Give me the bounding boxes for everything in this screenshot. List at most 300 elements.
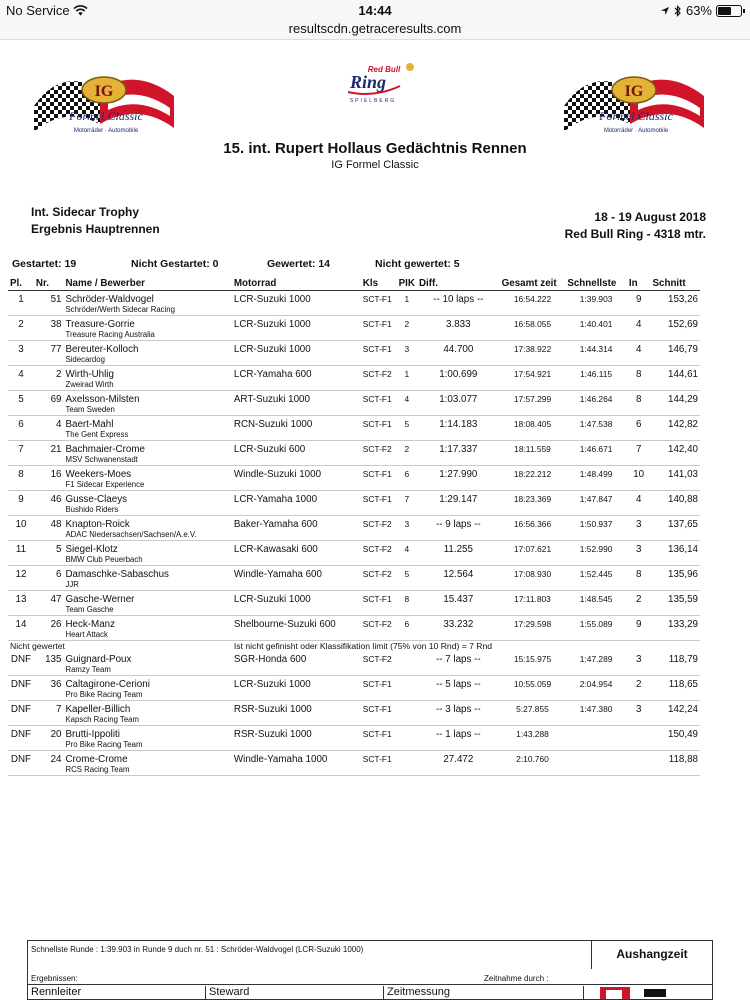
cell-spacer [232,740,700,751]
cell-team: Treasure Racing Australia [63,330,231,341]
cell-pl: 3 [18,343,24,355]
cell-team: Team Gasche [63,605,231,616]
svg-text:Formel Classic: Formel Classic [599,109,673,123]
cell-fastest: 1:46.671 [579,443,613,454]
cell-spacer [232,505,700,516]
cell-bike: LCR-Yamaha 600 [233,368,312,380]
table-row-team [8,630,700,641]
cell-nr: 24 [50,753,62,765]
table-row [8,490,700,505]
url-bar[interactable] [0,20,750,40]
table-row [8,365,700,380]
cell-diff: -- 9 laps -- [435,518,481,530]
cell-total: 18:22.212 [513,468,552,479]
cell-kls: SCT-F1 [362,493,392,504]
cell-spacer [232,555,700,566]
cell-name: Knapton-Roick [65,518,130,530]
cell-bike: LCR-Suzuki 1000 [233,318,311,330]
cell-name: Gusse-Claeys [65,493,127,505]
cell-nr: 20 [50,728,62,740]
cell-spacer [8,715,63,726]
table-row-team [8,555,700,566]
cell-team: The Gent Express [63,430,231,441]
clock: 14:44 [358,3,392,18]
table-row-team [8,505,700,516]
cell-pl: 5 [18,393,24,405]
cell-diff: 12.564 [443,568,474,580]
cell-diff: 1:29.147 [439,493,478,505]
cell-nr: 21 [50,443,62,455]
ig-formel-classic-logo-left [30,66,178,138]
cell-pl: 8 [18,468,24,480]
cell-pik: 3 [404,343,410,354]
results-page [8,42,742,1000]
cell-total: 16:56.366 [513,518,552,529]
table-row-team [8,380,700,391]
cell-team: Sidecardog [63,355,231,366]
cell-nr: 48 [50,518,62,530]
results-table [8,278,700,776]
cell-kls: SCT-F1 [362,678,392,689]
class-block [31,204,160,238]
svg-text:IG: IG [94,83,114,100]
cell-avg: 142,24 [668,703,698,715]
table-row [8,340,700,355]
cell-team: BMW Club Peuerbach [63,555,231,566]
cell-bike: Windle-Yamaha 1000 [233,753,328,765]
cell-pl: 4 [18,368,24,380]
cell-nr: 4 [56,418,62,430]
cell-in: 2 [635,593,642,605]
cell-kls: SCT-F1 [362,728,392,739]
url-text: resultscdn.getraceresults.com [288,21,462,36]
cell-total: 17:54.921 [513,368,552,379]
cell-fastest: 1:40.401 [579,318,613,329]
cell-total: 2:10.760 [516,753,549,764]
cell-pl: 2 [18,318,24,330]
cell-avg: 118,65 [668,678,698,690]
cell-team: Ramzy Team [63,665,231,676]
cell-avg: 153,26 [668,293,698,305]
ig-formel-classic-logo-right [560,66,708,138]
cell-bike: LCR-Kawasaki 600 [233,543,318,555]
cell-bike: LCR-Suzuki 600 [233,443,306,455]
table-row [8,515,700,530]
cell-avg: 146,79 [668,343,698,355]
cell-team: F1 Sidecar Experience [63,480,231,491]
cell-nr: 6 [56,568,62,580]
table-row-team [8,740,700,751]
cell-diff: 44.700 [443,343,474,355]
cell-spacer [232,380,700,391]
cell-fastest: 1:50.937 [579,518,613,529]
cell-pik: 4 [404,393,410,404]
cell-bike: LCR-Suzuki 1000 [233,593,311,605]
cell-pik: 7 [404,493,410,504]
cell-name: Wirth-Uhlig [65,368,114,380]
svg-text:Ring: Ring [349,72,387,92]
cell-in: 4 [635,318,642,330]
table-row [8,390,700,405]
cell-spacer [8,605,63,616]
cell-pik [397,700,417,715]
cell-in [627,750,651,765]
table-header [8,278,700,290]
cell-team: Kapsch Racing Team [63,715,231,726]
cell-spacer [8,740,63,751]
cell-name: Crome-Crome [65,753,128,765]
cell-in: 8 [635,368,642,380]
cell-total: 17:08.930 [513,568,552,579]
cell-diff: 1:27.990 [439,468,478,480]
col-pl: Pl. [8,278,34,290]
table-row [8,651,700,665]
cell-spacer [232,665,700,676]
cell-avg: 152,69 [668,318,698,330]
cell-total: 10:55.059 [513,678,552,689]
cell-spacer [8,405,63,416]
col-avg: Schnitt [650,278,700,290]
not-classified-note-row [8,640,700,651]
event-title: 15. int. Rupert Hollaus Gedächtnis Rennen [223,140,527,157]
status-right [660,3,742,18]
cell-diff: 33.232 [443,618,474,630]
col-fastest: Schnellste [565,278,627,290]
table-row-team [8,405,700,416]
cell-team: ADAC Niedersachsen/Sachsen/A.e.V. [63,530,231,541]
cell-diff: 15.437 [443,593,474,605]
battery-fill [718,7,731,15]
cell-total: 17:11.803 [514,593,551,604]
stat-not-classified: Nicht gewertet: 5 [375,258,460,270]
ergebnissen-label: Ergebnissen: [31,974,78,983]
cell-diff: 3.833 [446,318,471,330]
cell-spacer [232,405,700,416]
cell-nr: 5 [56,543,62,555]
cell-name: Bachmaier-Crome [65,443,145,455]
table-row-team [8,355,700,366]
cell-name: Damaschke-Sabaschus [65,568,169,580]
table-row-team [8,455,700,466]
cell-total: 17:07.621 [513,543,552,554]
carrier: No Service [6,3,88,18]
venue-block [565,209,706,243]
cell-avg: 118,88 [668,753,698,765]
cell-pik: 8 [404,593,410,604]
cell-bike: Windle-Yamaha 600 [233,568,322,580]
cell-team: Bushido Riders [63,505,231,516]
cell-avg: 150,49 [668,728,698,740]
cell-spacer [232,330,700,341]
cell-name: Heck-Manz [65,618,116,630]
cell-name: Bereuter-Kolloch [65,343,139,355]
results-body [8,290,700,775]
bluetooth-icon [674,5,682,17]
cell-in [627,725,651,740]
svg-text:Motorräder · Automobile: Motorräder · Automobile [603,128,669,134]
class-name: Int. Sidecar Trophy [31,205,140,219]
cell-kls: SCT-F2 [362,518,392,529]
stat-classified: Gewertet: 14 [267,258,331,270]
col-diff: Diff. [417,278,500,290]
cell-pik [397,725,417,740]
cell-fastest: 1:48.499 [579,468,613,479]
cell-pik: 2 [404,318,410,329]
table-row [8,675,700,690]
cell-diff: -- 1 laps -- [435,728,481,740]
cell-in: 9 [635,293,642,305]
cell-spacer [8,580,63,591]
cell-team: JJR [63,580,231,591]
cell-in: 10 [633,468,645,480]
venue: Red Bull Ring - 4318 mtr. [564,227,706,241]
cell-team: Pro Bike Racing Team [63,690,231,701]
table-row [8,615,700,630]
battery-percent: 63% [685,3,712,18]
cell-diff: 1:00.699 [439,368,478,380]
table-row-team [8,330,700,341]
cell-spacer [232,605,700,616]
cell-name: Kapeller-Billich [65,703,131,715]
zeitnahme-label: Zeitnahme durch : [484,974,549,983]
cell-pl: 14 [15,618,27,630]
fastest-lap-note: Schnellste Runde : 1:39.903 in Runde 9 duch nr. 51 : Schröder-Waldvogel (LCR-Suzuki 1000) [31,945,364,954]
table-row [8,540,700,555]
event-date: 18 - 19 August 2018 [594,210,706,224]
cell-avg: 141,03 [668,468,698,480]
cell-pik: 6 [404,618,410,629]
red-bull-ring-logo [328,58,418,106]
table-row-team [8,430,700,441]
cell-pik: 4 [404,543,410,554]
cell-nr: 16 [50,468,62,480]
cell-fastest: 1:48.545 [579,593,613,604]
cell-diff: 11.255 [443,543,473,555]
cell-pik: 2 [404,443,410,454]
table-row [8,440,700,455]
col-nr: Nr. [34,278,64,290]
cell-pl: DNF [10,678,32,690]
cell-fastest: 1:47.380 [579,703,613,714]
cell-total: 16:58.055 [513,318,552,329]
cell-kls: SCT-F1 [362,468,392,479]
cell-pl: 6 [18,418,24,430]
col-name: Name / Bewerber [63,278,231,290]
cell-spacer [232,580,700,591]
cell-spacer [8,480,63,491]
cell-diff: -- 3 laps -- [435,703,481,715]
cell-name: Weekers-Moes [65,468,132,480]
cell-total: 1:43.288 [516,728,549,739]
cell-spacer [232,455,700,466]
cell-bike: LCR-Yamaha 1000 [233,493,318,505]
cell-spacer [232,430,700,441]
cell-fastest: 1:47.847 [579,493,613,504]
cell-kls: SCT-F2 [362,543,392,554]
cell-kls: SCT-F1 [362,393,392,404]
cell-kls: SCT-F1 [362,293,392,304]
cell-team: Pro Bike Racing Team [63,740,231,751]
svg-text:IG: IG [624,83,644,100]
cell-team: Zweirad Wirth [63,380,231,391]
cell-pl: 7 [18,443,24,455]
cell-kls: SCT-F2 [362,618,392,629]
cell-name: Caltagirone-Cerioni [65,678,150,690]
svg-text:Motorräder · Automobile: Motorräder · Automobile [73,128,139,134]
cell-kls: SCT-F1 [362,318,392,329]
svg-text:SPIELBERG: SPIELBERG [349,98,397,104]
footer-box [27,940,713,1000]
cell-in: 3 [635,653,642,665]
cell-team: Schröder/Werth Sidecar Racing [63,305,231,316]
cell-bike: RCN-Suzuki 1000 [233,418,313,430]
cell-kls: SCT-F2 [362,443,392,454]
cell-total: 18:23.369 [513,493,552,504]
cell-name: Treasure-Gorrie [65,318,135,330]
cell-kls: SCT-F1 [362,703,392,714]
cell-spacer [8,765,63,776]
cell-pik: 5 [404,568,410,579]
cell-in: 3 [635,703,642,715]
cell-in: 8 [635,393,642,405]
cell-in: 2 [635,678,642,690]
cell-pl: 10 [15,518,27,530]
cell-nr: 51 [50,293,62,305]
table-row-team [8,605,700,616]
cell-nr: 46 [50,493,62,505]
cell-bike: LCR-Suzuki 1000 [233,343,311,355]
cell-spacer [8,355,63,366]
cell-fastest: 1:55.089 [579,618,613,629]
event-subtitle: IG Formel Classic [331,159,419,171]
cell-nr: 36 [50,678,62,690]
cell-pl: 9 [18,493,24,505]
cell-spacer [8,665,63,676]
location-arrow-icon [660,6,670,16]
cell-bike: SGR-Honda 600 [233,653,307,665]
cell-bike: Shelbourne-Suzuki 600 [233,618,336,630]
cell-total: 17:57.299 [513,393,552,404]
table-row [8,725,700,740]
cell-spacer [8,630,63,641]
cell-bike: LCR-Suzuki 1000 [233,293,311,305]
session-name: Ergebnis Hauptrennen [31,222,160,236]
cell-diff: 1:03.077 [439,393,478,405]
cell-avg: 140,88 [668,493,698,505]
table-row-team [8,305,700,316]
cell-pl: DNF [10,728,32,740]
table-row-team [8,690,700,701]
cell-pik [397,651,417,665]
col-pik: PIK [398,278,415,290]
cell-total: 17:38.922 [513,343,552,354]
cell-fastest: 1:47.289 [579,653,613,664]
cell-pik: 1 [404,293,410,304]
cell-avg: 118,79 [668,653,698,665]
cell-name: Guignard-Poux [65,653,132,665]
cell-in: 6 [635,418,642,430]
cell-bike: RSR-Suzuki 1000 [233,703,312,715]
table-row [8,700,700,715]
table-row-team [8,580,700,591]
cell-spacer [8,690,63,701]
cell-fastest: 1:46.264 [579,393,613,404]
cell-nr: 38 [50,318,62,330]
rennleiter-cell: Rennleiter [28,986,206,1000]
table-row [8,315,700,330]
cell-spacer [232,690,700,701]
cell-nr: 135 [45,653,62,665]
cell-total: 18:08.405 [513,418,552,429]
cell-team: MSV Schwanenstadt [63,455,231,466]
cell-diff: -- 5 laps -- [435,678,481,690]
cell-in: 4 [635,493,642,505]
cell-pik [397,675,417,690]
table-row-team [8,765,700,776]
cell-kls: SCT-F2 [362,653,392,664]
cell-fastest: 1:44.314 [579,343,613,354]
cell-diff: 1:14.183 [439,418,478,430]
col-kls: Kls [361,278,397,290]
cell-total: 16:54.222 [513,293,552,304]
cell-pl: 13 [15,593,27,605]
cell-nr: 2 [56,368,62,380]
table-row-team [8,480,700,491]
cell-avg: 133,29 [668,618,698,630]
cell-spacer [232,305,700,316]
cell-bike: LCR-Suzuki 1000 [233,678,311,690]
cell-spacer [8,305,63,316]
cell-fastest: 1:52.990 [579,543,613,554]
cell-in: 4 [635,343,642,355]
col-bike: Motorrad [232,278,361,290]
cell-avg: 144,29 [668,393,698,405]
cell-diff: 1:17.337 [439,443,478,455]
svg-text:Red Bull: Red Bull [367,65,401,74]
cell-team: RCS Racing Team [63,765,231,776]
cell-nr: 69 [50,393,62,405]
cell-fastest [565,750,627,765]
aushangzeit-box: Aushangzeit [591,941,712,969]
stat-started: Gestartet: 19 [12,258,77,270]
cell-kls: SCT-F1 [362,418,392,429]
cell-spacer [8,530,63,541]
cell-name: Baert-Mahl [65,418,114,430]
cell-total: 18:11.559 [514,443,551,454]
cell-fastest: 1:46.115 [580,368,613,379]
cell-spacer [232,480,700,491]
cell-nr: 77 [50,343,62,355]
cell-diff: -- 7 laps -- [435,653,481,665]
cell-in: 3 [635,518,642,530]
cell-avg: 142,82 [668,418,698,430]
cell-team: Team Sweden [63,405,231,416]
cell-spacer [232,355,700,366]
steward-cell: Steward [206,986,384,1000]
cell-total: 5:27.855 [516,703,549,714]
cell-bike: RSR-Suzuki 1000 [233,728,312,740]
cell-spacer [8,430,63,441]
cell-avg: 142,40 [668,443,698,455]
cell-diff: -- 10 laps -- [433,293,484,305]
cell-fastest: 2:04.954 [579,678,613,689]
cell-nr: 26 [50,618,62,630]
cell-nr: 47 [50,593,62,605]
cell-avg: 136,14 [668,543,698,555]
cell-spacer [8,330,63,341]
cell-pl: 12 [15,568,27,580]
table-row [8,465,700,480]
